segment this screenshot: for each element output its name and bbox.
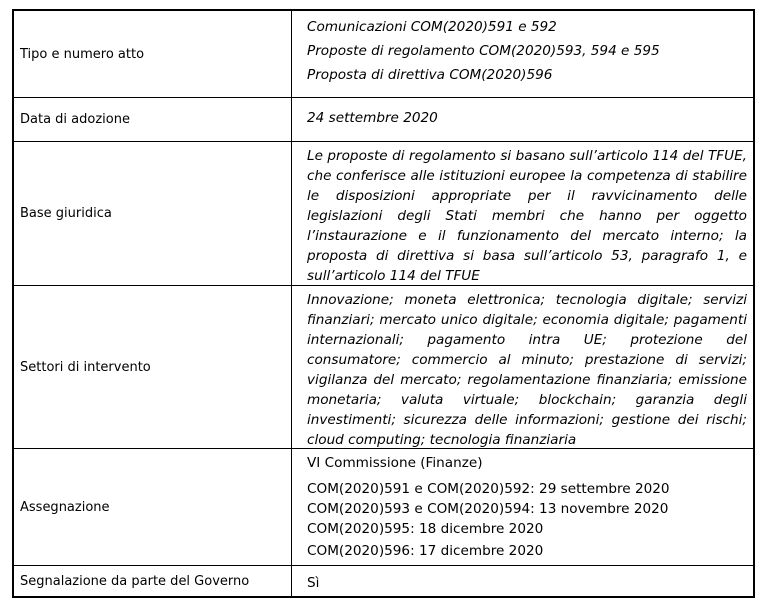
value-line: Sì <box>307 575 320 591</box>
table-row-settori <box>14 286 753 449</box>
value-line: l’instaurazione e il funzionamento del mercato interno; la <box>307 228 747 244</box>
table-row-assegnazione <box>14 449 753 566</box>
value-line: COM(2020)596: 17 dicembre 2020 <box>307 543 544 559</box>
table-row-segnalazione <box>14 566 753 596</box>
row-value <box>292 98 753 141</box>
value-line: COM(2020)593 e COM(2020)594: 13 novembre 2020 <box>307 501 669 517</box>
value-line: COM(2020)591 e COM(2020)592: 29 settembre 2020 <box>307 481 670 497</box>
value-line: proposta di direttiva si basa sull’articolo 53, paragrafo 1, e <box>307 248 747 264</box>
table-row-base-giuridica <box>14 142 753 286</box>
value-line: Proposte di regolamento COM(2020)593, 594 e 595 <box>307 43 660 59</box>
value-line: consumatore; commercio al minuto; prestazione di servizi; <box>307 352 747 368</box>
value-line: internazionali; pagamento intra UE; protezione del <box>307 332 747 348</box>
value-line: vigilanza del mercato; regolamentazione finanziaria; emissione <box>307 372 747 388</box>
row-label: Assegnazione <box>14 449 292 565</box>
value-line: sull’articolo 114 del TFUE <box>307 268 480 284</box>
value-line: 24 settembre 2020 <box>307 110 438 126</box>
row-label: Segnalazione da parte del Governo <box>14 566 292 596</box>
row-value <box>292 11 753 97</box>
value-line: Innovazione; moneta elettronica; tecnologia digitale; servizi <box>307 292 747 308</box>
value-line: investimenti; sicurezza delle informazioni; gestione dei rischi; <box>307 412 747 428</box>
row-label: Settori di intervento <box>14 286 292 448</box>
value-line: Comunicazioni COM(2020)591 e 592 <box>307 19 557 35</box>
info-table <box>12 9 755 598</box>
table-row-data <box>14 98 753 142</box>
row-value <box>292 449 753 565</box>
value-line: VI Commissione (Finanze) <box>307 455 483 471</box>
row-label: Data di adozione <box>14 98 292 141</box>
row-label: Base giuridica <box>14 142 292 285</box>
row-label: Tipo e numero atto <box>14 11 292 97</box>
value-line: monetaria; valuta virtuale; blockchain; garanzia degli <box>307 392 747 408</box>
value-line: le disposizioni appropriate per il ravvicinamento delle <box>307 188 747 204</box>
value-line: che conferisce alle istituzioni europee la competenza di stabilire <box>307 168 747 184</box>
value-line: Le proposte di regolamento si basano sull’articolo 114 del TFUE, <box>307 148 747 164</box>
table-row-tipo <box>14 11 753 98</box>
row-value <box>292 142 753 285</box>
value-line: legislazioni degli Stati membri che hanno per oggetto <box>307 208 747 224</box>
row-value <box>292 286 753 448</box>
row-value <box>292 566 753 596</box>
value-line: finanziari; mercato unico digitale; economia digitale; pagamenti <box>307 312 747 328</box>
value-line: Proposta di direttiva COM(2020)596 <box>307 67 553 83</box>
value-line: COM(2020)595: 18 dicembre 2020 <box>307 521 544 537</box>
value-line: cloud computing; tecnologia finanziaria <box>307 432 577 448</box>
